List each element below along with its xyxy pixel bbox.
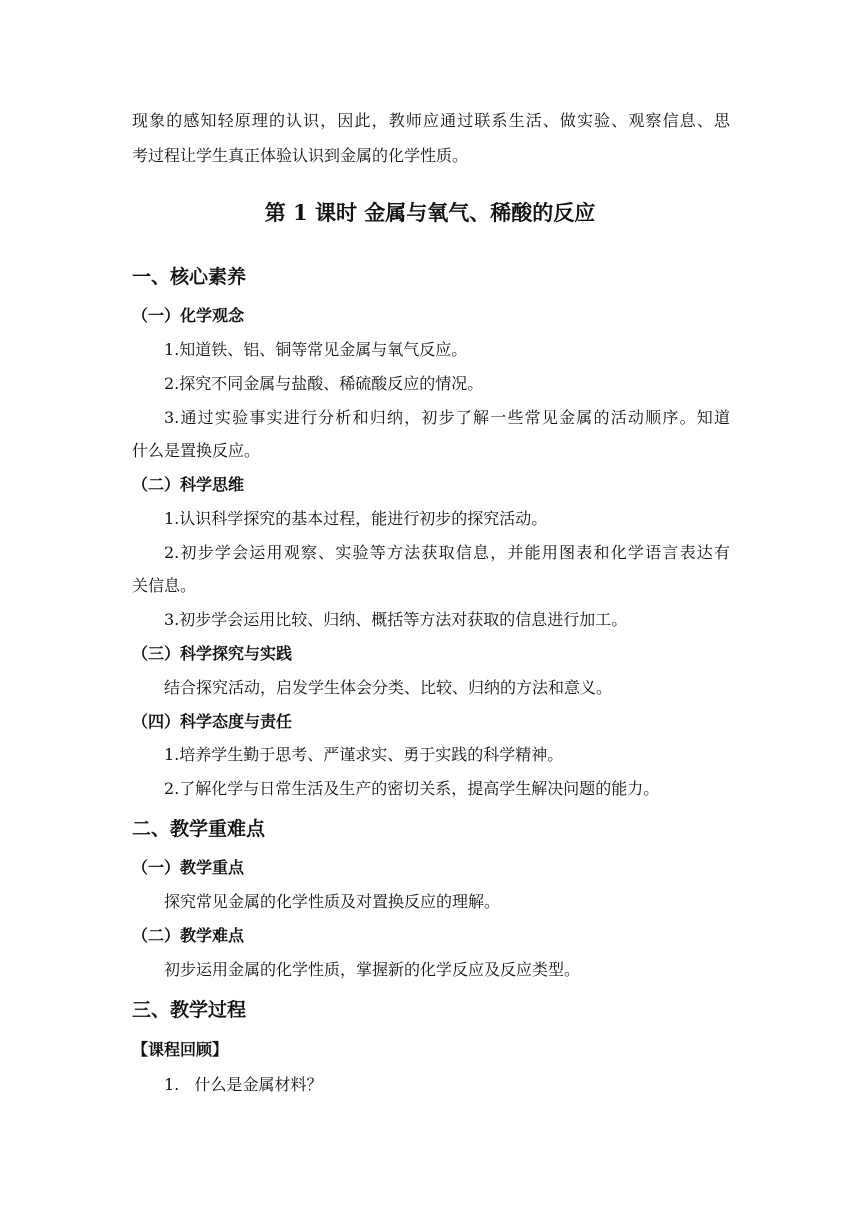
list-item: 3.初步学会运用比较、归纳、概括等方法对获取的信息进行加工。: [164, 610, 628, 629]
subheading-inquiry-practice: （三）科学探究与实践: [132, 644, 293, 663]
list-item: 1. 什么是金属材料？: [164, 1075, 323, 1094]
intro-line-1: 现象的感知轻原理的认识，因此，教师应通过联系生活、做实验、观察信息、思: [132, 111, 730, 130]
subheading-attitude-responsibility: （四）科学态度与责任: [132, 712, 293, 731]
list-item: 1.培养学生勤于思考、严谨求实、勇于实践的科学精神。: [164, 745, 564, 764]
list-item: 结合探究活动，启发学生体会分类、比较、归纳的方法和意义。: [164, 678, 613, 697]
lesson-title: 第 1 课时 金属与氧气、稀酸的反应: [264, 200, 596, 225]
section-heading-teaching-process: 三、教学过程: [132, 999, 247, 1021]
list-item: 2.探究不同金属与盐酸、稀硫酸反应的情况。: [164, 374, 484, 393]
section-heading-key-difficult-points: 二、教学重难点: [132, 818, 266, 840]
intro-line-2: 考过程让学生真正体验认识到金属的化学性质。: [132, 146, 469, 165]
subheading-difficult-points: （二）教学难点: [132, 926, 245, 945]
list-item: 2.了解化学与日常生活及生产的密切关系，提高学生解决问题的能力。: [164, 779, 660, 798]
subheading-course-review: 【课程回顾】: [132, 1040, 229, 1059]
list-item: 1.认识科学探究的基本过程，能进行初步的探究活动。: [164, 509, 548, 528]
section-heading-core-literacy: 一、核心素养: [132, 266, 247, 288]
subheading-chemistry-concepts: （一）化学观念: [132, 306, 245, 325]
subheading-scientific-thinking: （二）科学思维: [132, 475, 245, 494]
subheading-key-points: （一）教学重点: [132, 858, 245, 877]
list-item-continuation: 什么是置换反应。: [132, 441, 261, 460]
list-item-continuation: 关信息。: [132, 576, 197, 595]
list-item: 3.通过实验事实进行分析和归纳，初步了解一些常见金属的活动顺序。知道: [164, 408, 730, 427]
list-item: 1.知道铁、铝、铜等常见金属与氧气反应。: [164, 340, 468, 359]
list-item: 初步运用金属的化学性质，掌握新的化学反应及反应类型。: [164, 960, 581, 979]
list-item: 2.初步学会运用观察、实验等方法获取信息，并能用图表和化学语言表达有: [164, 543, 730, 562]
list-item: 探究常见金属的化学性质及对置换反应的理解。: [164, 892, 501, 911]
